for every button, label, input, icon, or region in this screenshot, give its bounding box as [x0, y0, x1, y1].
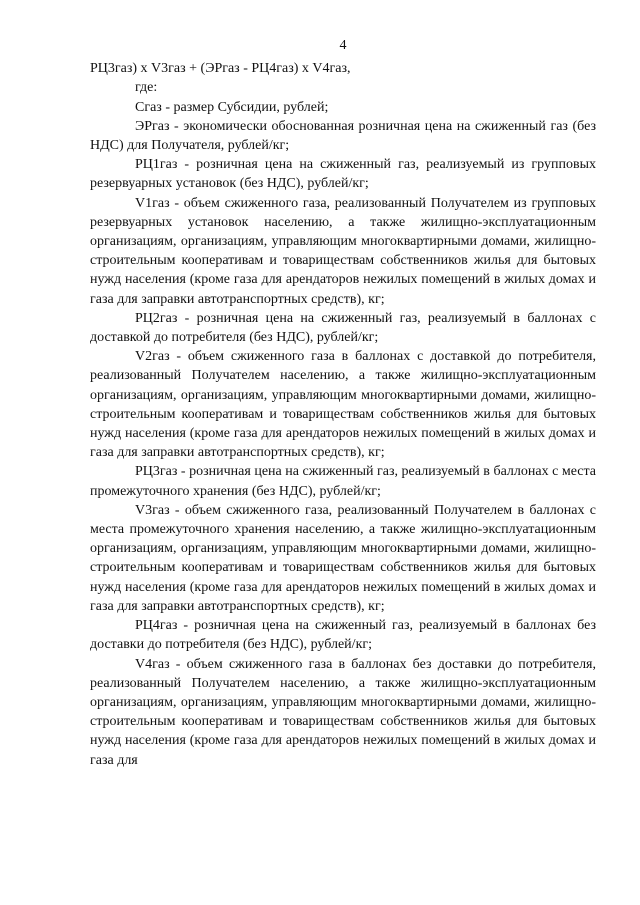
paragraph-where: где:	[135, 80, 158, 96]
definition-rc4gaz: РЦ4газ - розничная цена на сжиженный газ, реализуемый в баллонах без доставки до потребителя (без НДС), рублей/кг;	[90, 618, 596, 653]
definition-ergaz: ЭРгаз - экономически обоснованная розничная цена на сжиженный газ (без НДС) для Получателя, рублей/кг;	[90, 118, 596, 154]
definition-sgaz: Сгаз - размер Субсидии, рублей;	[135, 99, 329, 115]
definition-v4gaz: V4газ - объем сжиженного газа в баллонах без доставки до потребителя, реализованный Получателем населению, а также жилищно-эксплуатационным организациям, организациям, управляющим многоквартирными домами, жилищно-строительным кооперативам и товариществам собственников жилья для бытовых нужд населения (кроме газа для арендаторов нежилых помещений в жилых домах и газа для	[90, 656, 596, 768]
definition-rc3gaz: РЦ3газ - розничная цена на сжиженный газ, реализуемый в баллонах с места промежуточного хранения (без НДС), рублей/кг;	[90, 464, 596, 499]
definition-rc2gaz: РЦ2газ - розничная цена на сжиженный газ, реализуемый в баллонах с доставкой до потребителя (без НДС), рублей/кг;	[90, 310, 596, 346]
definition-v3gaz: V3газ - объем сжиженного газа, реализованный Получателем в баллонах с места промежуточного хранения населению, а также жилищно-эксплуатационным организациям, организациям, управляющим многоквартирными домами, жилищно-строительным кооперативам и товариществам собственников жилья для бытовых нужд населения (кроме газа для арендаторов нежилых помещений в жилых домах и газа для заправки автотранспортных средств), кг;	[90, 502, 596, 614]
definition-rc1gaz: РЦ1газ - розничная цена на сжиженный газ, реализуемый из групповых резервуарных установок (без НДС), рублей/кг;	[90, 157, 596, 192]
definition-v2gaz: V2газ - объем сжиженного газа в баллонах с доставкой до потребителя, реализованный Получателем населению, а также жилищно-эксплуатационным организациям, организациям, управляющим многоквартирными домами, жилищно-строительным кооперативам и товариществам собственников жилья для бытовых нужд населения (кроме газа для арендаторов нежилых помещений в жилых домах и газа для заправки автотранспортных средств), кг;	[90, 349, 596, 461]
formula-continuation: РЦ3газ) х V3газ + (ЭРгаз - РЦ4газ) х V4газ,	[90, 61, 351, 77]
page-number: 4	[339, 38, 347, 53]
definition-v1gaz: V1газ - объем сжиженного газа, реализованный Получателем из групповых резервуарных установок населению, а также жилищно-эксплуатационным организациям, организациям, управляющим многоквартирными домами, жилищно-строительным кооперативам и товариществам собственников жилья для бытовых нужд населения (кроме газа для арендаторов нежилых помещений в жилых домах и газа для заправки автотранспортных средств), кг;	[90, 195, 596, 307]
